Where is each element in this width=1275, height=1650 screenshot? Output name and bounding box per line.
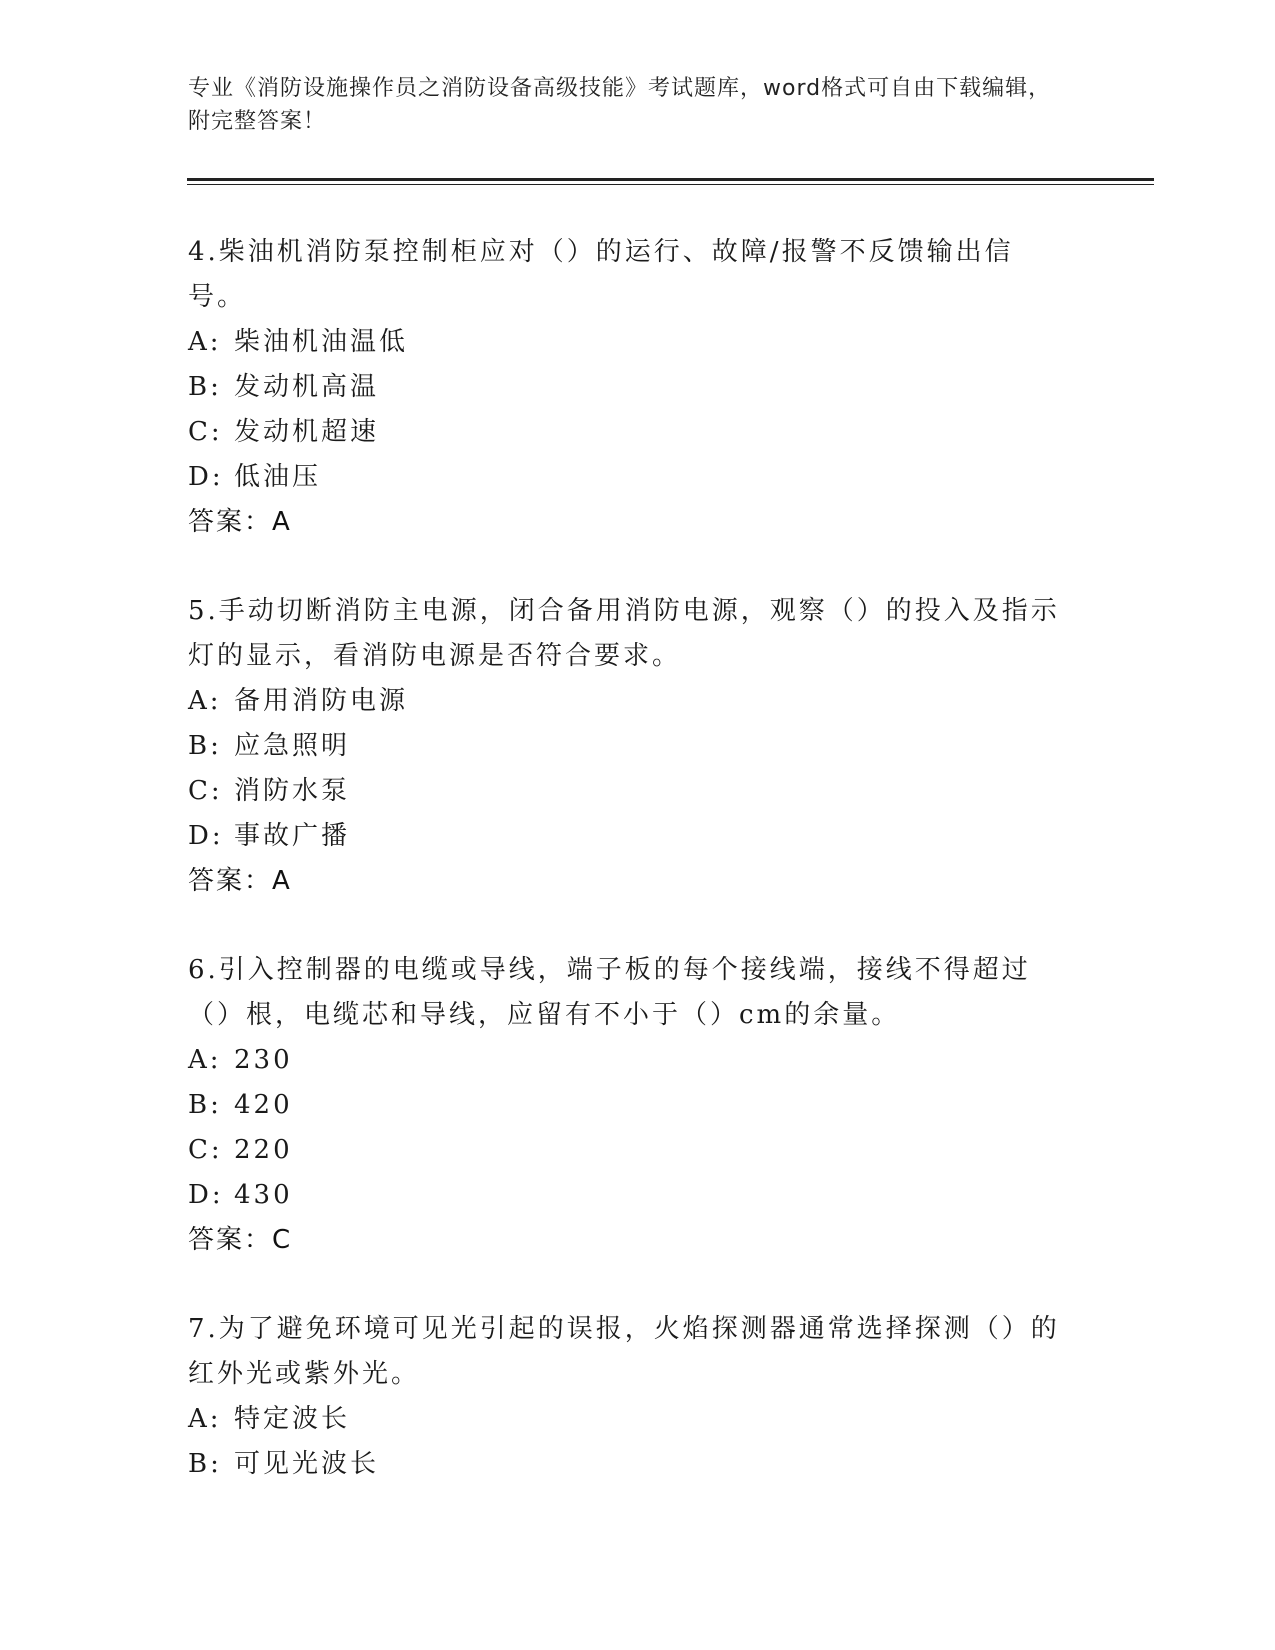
option-key: B: bbox=[188, 1449, 222, 1479]
option-text: 可见光波长 bbox=[234, 1449, 380, 1479]
option-key: D: bbox=[188, 462, 224, 492]
option-text: 应急照明 bbox=[234, 731, 351, 761]
option-b bbox=[188, 1083, 1068, 1128]
option-text: 发动机高温 bbox=[234, 372, 380, 402]
question-stem: 4.柴油机消防泵控制柜应对（）的运行、故障/报警不反馈输出信号。 bbox=[188, 237, 1014, 312]
option-text: 420 bbox=[234, 1090, 293, 1120]
document-intro: 专业《消防设施操作员之消防设备高级技能》考试题库，word格式可自由下载编辑，附完整答案！ bbox=[188, 76, 1052, 134]
question-6 bbox=[188, 948, 1068, 1263]
header-rule-thin bbox=[187, 184, 1154, 185]
option-text: 230 bbox=[234, 1045, 293, 1075]
option-key: D: bbox=[188, 1180, 224, 1210]
question-stem: 6.引入控制器的电缆或导线，端子板的每个接线端，接线不得超过（）根，电缆芯和导线，应留有不小于（）cm的余量。 bbox=[188, 955, 1031, 1030]
option-key: B: bbox=[188, 372, 222, 402]
question-5 bbox=[188, 589, 1068, 904]
option-b bbox=[188, 365, 1068, 410]
option-key: A: bbox=[188, 327, 222, 357]
option-key: C: bbox=[188, 1135, 223, 1165]
answer-line: 答案：C bbox=[188, 1225, 293, 1255]
option-text: 特定波长 bbox=[234, 1404, 351, 1434]
option-a bbox=[188, 679, 1068, 724]
option-key: C: bbox=[188, 776, 223, 806]
option-d bbox=[188, 814, 1068, 859]
option-text: 发动机超速 bbox=[234, 417, 380, 447]
option-text: 低油压 bbox=[234, 462, 322, 492]
question-stem: 5.手动切断消防主电源，闭合备用消防电源，观察（）的投入及指示灯的显示，看消防电源是否符合要求。 bbox=[188, 596, 1060, 671]
option-a bbox=[188, 320, 1068, 365]
option-key: A: bbox=[188, 1045, 222, 1075]
option-c bbox=[188, 410, 1068, 455]
option-c bbox=[188, 769, 1068, 814]
option-b bbox=[188, 1442, 1068, 1487]
option-b bbox=[188, 724, 1068, 769]
answer-line: 答案：A bbox=[188, 866, 292, 896]
option-key: C: bbox=[188, 417, 223, 447]
question-list bbox=[188, 230, 1068, 1531]
option-a bbox=[188, 1038, 1068, 1083]
option-text: 备用消防电源 bbox=[234, 686, 409, 716]
option-key: B: bbox=[188, 731, 222, 761]
question-4 bbox=[188, 230, 1068, 545]
question-stem: 7.为了避免环境可见光引起的误报，火焰探测器通常选择探测（）的红外光或紫外光。 bbox=[188, 1314, 1060, 1389]
option-c bbox=[188, 1128, 1068, 1173]
option-d bbox=[188, 455, 1068, 500]
option-key: B: bbox=[188, 1090, 222, 1120]
option-text: 事故广播 bbox=[234, 821, 351, 851]
option-a bbox=[188, 1397, 1068, 1442]
question-7 bbox=[188, 1307, 1068, 1487]
option-key: D: bbox=[188, 821, 224, 851]
option-text: 220 bbox=[234, 1135, 293, 1165]
option-text: 430 bbox=[234, 1180, 293, 1210]
option-d bbox=[188, 1173, 1068, 1218]
answer-line: 答案：A bbox=[188, 507, 292, 537]
option-text: 消防水泵 bbox=[234, 776, 351, 806]
header-rule-thick bbox=[187, 178, 1154, 181]
option-key: A: bbox=[188, 1404, 222, 1434]
option-key: A: bbox=[188, 686, 222, 716]
option-text: 柴油机油温低 bbox=[234, 327, 409, 357]
